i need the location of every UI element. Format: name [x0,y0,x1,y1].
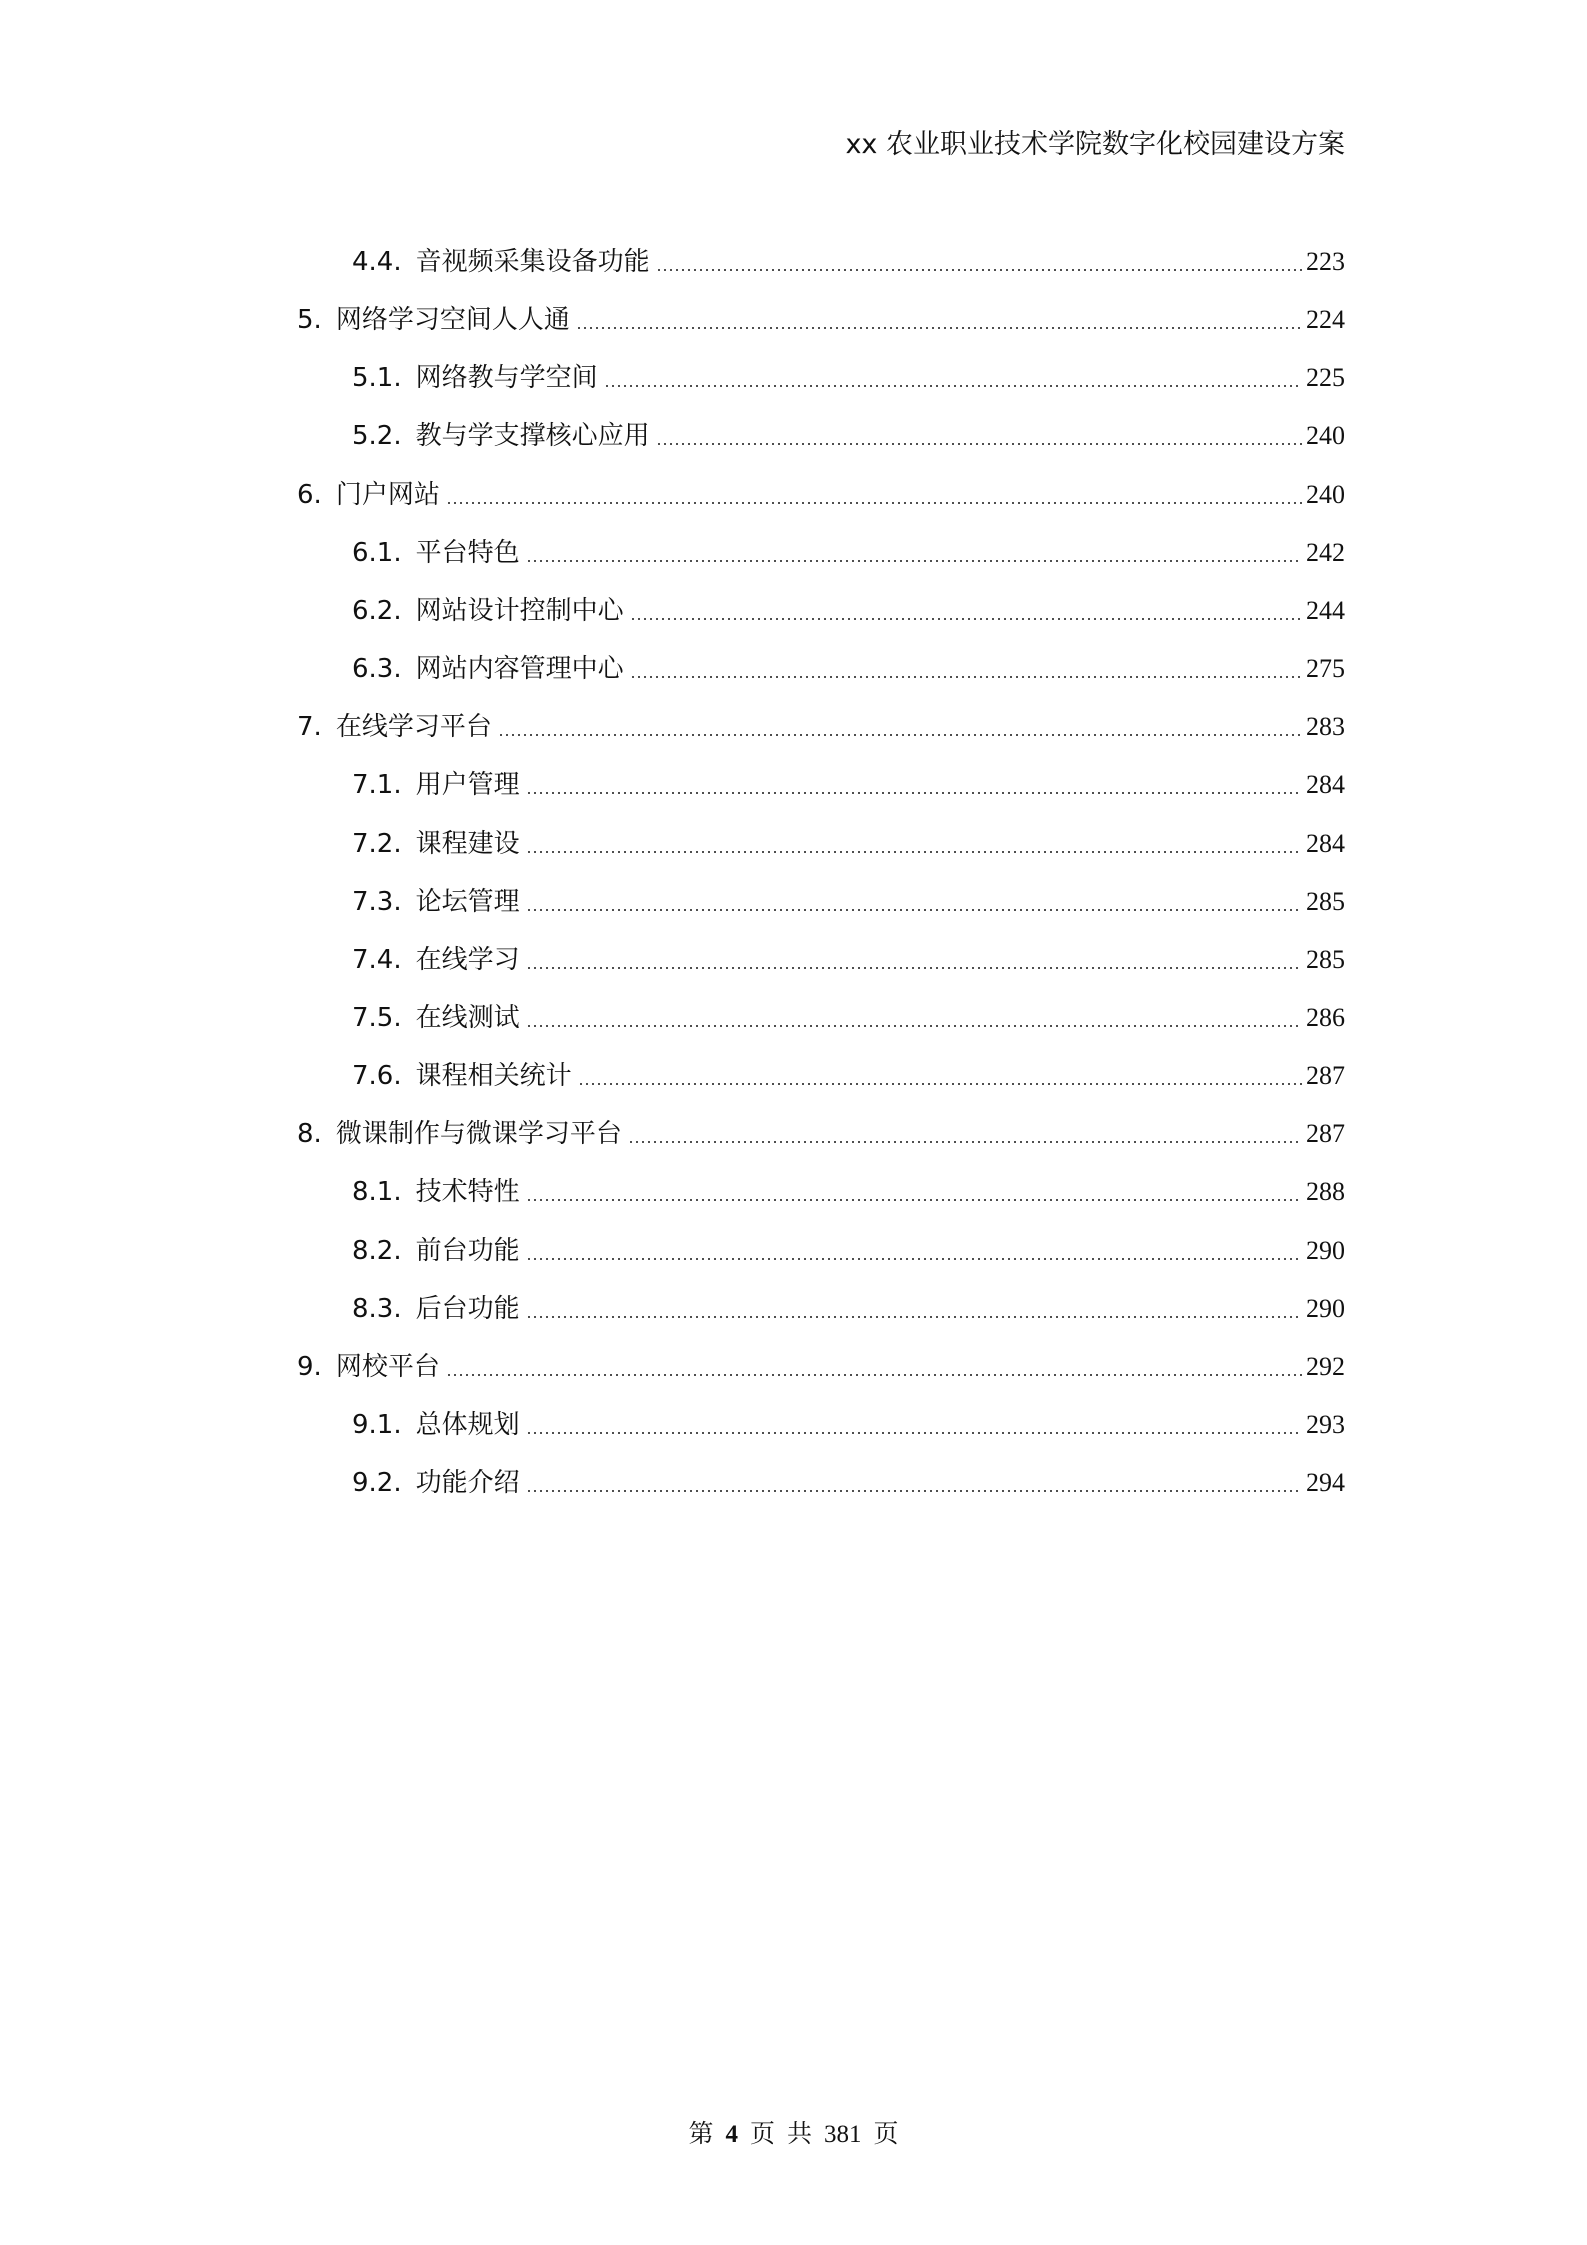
toc-entry-number: 7.4. [352,944,402,975]
toc-entry-title: 教与学支撑核心应用 [415,421,650,452]
toc-entry-page: 292 [1306,1351,1345,1381]
footer-prefix: 第 [688,2121,714,2148]
toc-entry-page: 244 [1306,595,1345,625]
toc-entry[interactable] [352,1459,1345,1499]
toc-entry-title: 在线学习 [415,944,520,975]
toc-entry[interactable] [297,471,1345,511]
toc-entry-title: 用户管理 [415,770,520,801]
toc-entry-page: 240 [1306,421,1345,451]
dot-leader [526,1432,1302,1434]
toc-entry-title: 网站设计控制中心 [415,595,624,626]
toc-entry-page: 287 [1306,1061,1345,1091]
toc-entry-title: 总体规划 [415,1410,520,1440]
toc-entry[interactable] [297,1343,1345,1383]
dot-leader [656,269,1302,271]
toc-entry[interactable] [352,1285,1345,1325]
toc-entry[interactable] [352,1401,1345,1441]
dot-leader [526,792,1302,794]
page-footer [0,2114,1587,2150]
toc-entry[interactable] [297,296,1345,336]
toc-entry-number: 7.3. [352,886,402,917]
toc-entry[interactable] [352,1227,1345,1267]
footer-total-pages: 381 [824,2121,862,2148]
toc-entry-page: 290 [1306,1235,1345,1265]
toc-entry-number: 9. [297,1351,322,1382]
toc-entry-page: 286 [1306,1002,1345,1032]
toc-entry[interactable] [352,529,1345,569]
toc-entry-page: 225 [1306,363,1345,393]
toc-entry-page: 290 [1306,1293,1345,1323]
toc-entry-title: 功能介绍 [415,1468,520,1499]
toc-entry-page: 285 [1306,944,1345,974]
toc-entry[interactable] [352,412,1345,452]
toc-entry-number: 7.6. [352,1061,402,1092]
toc-entry-page: 240 [1306,479,1345,509]
toc-entry-page: 293 [1306,1410,1345,1439]
toc-entry-number: 5. [297,305,322,336]
toc-entry-title: 网站内容管理中心 [415,654,624,685]
toc-entry-page: 285 [1306,886,1345,916]
toc-entry-page: 284 [1306,828,1345,858]
toc-entry-title: 在线学习平台 [335,712,492,743]
toc-entry[interactable] [352,936,1345,976]
toc-entry[interactable] [352,761,1345,801]
toc-entry-number: 9.2. [352,1468,402,1499]
dot-leader [526,1199,1302,1201]
toc-entry-number: 8.1. [352,1177,402,1208]
dot-leader [526,1025,1302,1027]
footer-page-word: 页 [749,2121,775,2148]
dot-leader [498,734,1302,736]
toc-entry-page: 275 [1306,654,1345,684]
toc-entry-title: 后台功能 [415,1293,520,1324]
dot-leader [526,1258,1302,1260]
toc-entry[interactable] [352,238,1345,278]
toc-entry[interactable] [352,820,1345,860]
toc-entry-title: 网校平台 [335,1351,440,1382]
toc-entry-title: 在线测试 [415,1002,520,1033]
dot-leader [604,385,1302,387]
toc-entry-title: 门户网站 [335,479,440,510]
dot-leader [628,1141,1302,1143]
toc-entry[interactable] [352,1052,1345,1092]
dot-leader [526,1490,1302,1492]
toc-entry-page: 223 [1306,247,1345,276]
toc-entry-number: 5.2. [352,421,402,452]
toc-entry-number: 7.1. [352,770,402,801]
toc-entry-title: 论坛管理 [415,886,520,917]
toc-entry[interactable] [297,1110,1345,1150]
toc-entry-number: 5.1. [352,363,402,394]
toc-entry-page: 294 [1306,1468,1345,1498]
dot-leader [630,676,1302,678]
toc-entry-number: 6.3. [352,654,402,685]
footer-current-page: 4 [725,2121,738,2148]
toc-entry-title: 前台功能 [415,1235,520,1266]
dot-leader [656,443,1302,445]
running-header: xx 农业职业技术学院数字化校园建设方案 [845,129,1345,160]
footer-total-word: 共 [787,2121,813,2148]
toc-entry-title: 平台特色 [415,537,520,568]
toc-entry-number: 6.2. [352,595,402,626]
toc-entry-page: 283 [1306,712,1345,742]
toc-entry[interactable] [352,1168,1345,1208]
dot-leader [576,327,1302,329]
dot-leader [526,851,1302,853]
dot-leader [446,502,1302,504]
toc-entry-page: 284 [1306,770,1345,800]
toc-entry-page: 224 [1306,305,1345,335]
dot-leader [526,560,1302,562]
toc-entry[interactable] [352,587,1345,627]
toc-entry-number: 8.3. [352,1293,402,1324]
dot-leader [578,1083,1302,1085]
toc-entry-number: 7. [297,712,322,743]
toc-entry-number: 4.4. [352,247,402,277]
toc-entry-number: 8. [297,1119,322,1150]
toc-entry-page: 287 [1306,1119,1345,1149]
toc-entry-title: 课程建设 [415,828,520,859]
toc-entry-page: 288 [1306,1177,1345,1207]
toc-entry[interactable] [352,878,1345,918]
dot-leader [526,967,1302,969]
toc-entry[interactable] [297,703,1345,743]
toc-entry-number: 7.5. [352,1002,402,1033]
toc-entry-number: 9.1. [352,1410,402,1440]
toc-entry-number: 8.2. [352,1235,402,1266]
toc-entry-title: 课程相关统计 [415,1061,572,1092]
toc-entry-title: 技术特性 [415,1177,520,1208]
toc-entry-page: 242 [1306,537,1345,567]
toc-entry-title: 音视频采集设备功能 [415,247,650,277]
toc-entry-number: 6.1. [352,537,402,568]
toc-entry-title: 网络教与学空间 [415,363,598,394]
toc-entry[interactable] [352,994,1345,1034]
dot-leader [526,909,1302,911]
toc-entry-title: 微课制作与微课学习平台 [335,1119,622,1150]
toc-entry-title: 网络学习空间人人通 [335,305,570,336]
toc-entry[interactable] [352,354,1345,394]
dot-leader [630,618,1302,620]
dot-leader [526,1316,1302,1318]
dot-leader [446,1374,1302,1376]
toc-entry-number: 6. [297,479,322,510]
toc-entry-number: 7.2. [352,828,402,859]
footer-suffix: 页 [873,2121,899,2148]
toc-entry[interactable] [352,645,1345,685]
